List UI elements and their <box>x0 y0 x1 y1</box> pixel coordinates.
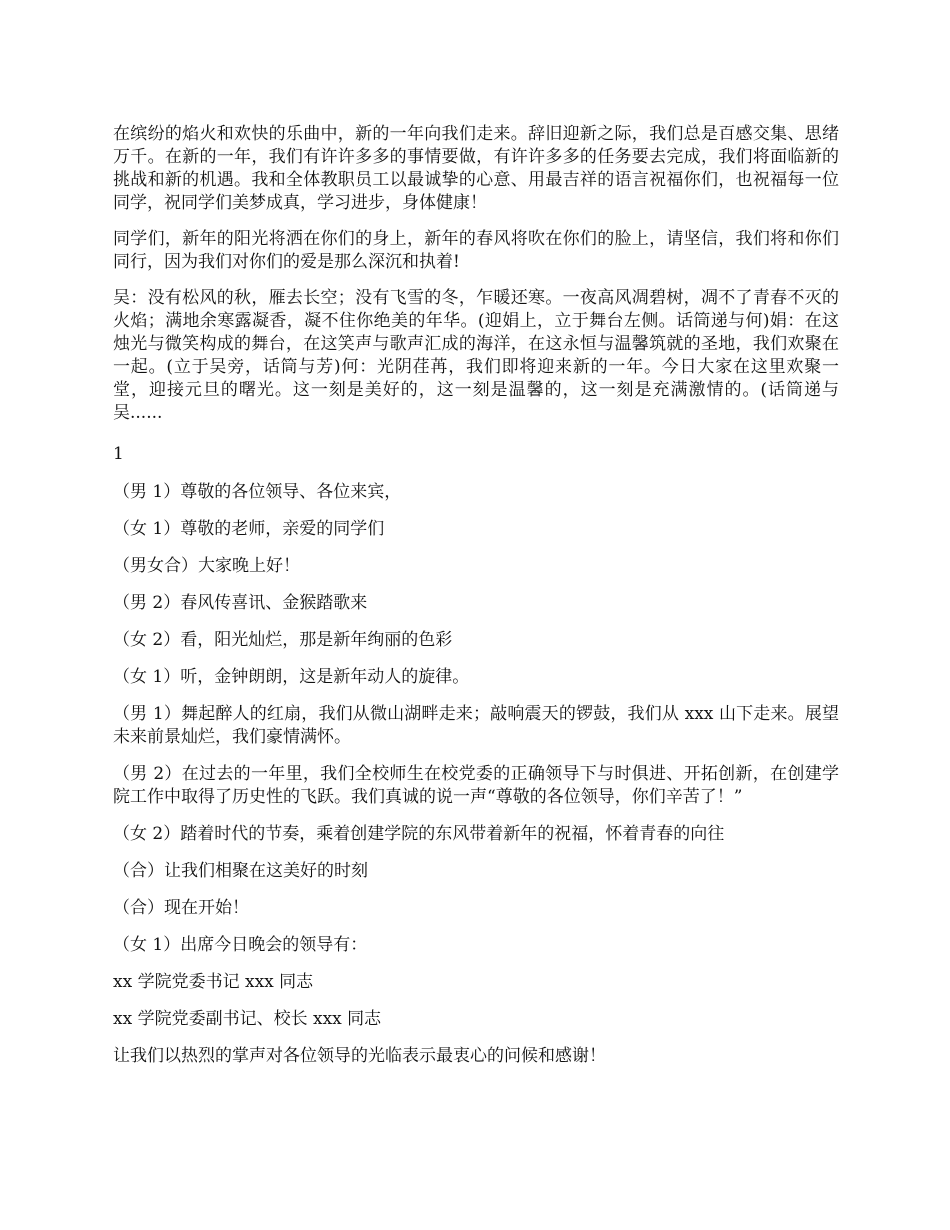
document-page <box>113 123 839 1082</box>
script-line: （合）让我们相聚在这美好的时刻 <box>113 861 368 881</box>
greeting-paragraph: 同学们，新年的阳光将洒在你们的身上，新年的春风将吹在你们的脸上，请坚信，我们将和你们同行，因为我们对你们的爱是那么深沉和执着! <box>113 229 839 272</box>
script-line: （男 1）舞起醉人的红扇，我们从微山湖畔走来；敲响震天的锣鼓，我们从 xxx 山下走来。展望未来前景灿烂，我们豪情满怀。 <box>113 704 839 747</box>
script-line: （男 2）春风传喜讯、金猴踏歌来 <box>113 593 368 613</box>
script-line: （女 1）出席今日晚会的领导有： <box>113 935 368 955</box>
script-line: （男女合）大家晚上好！ <box>113 556 300 576</box>
closing-line: 让我们以热烈的掌声对各位领导的光临表示最衷心的问候和感谢！ <box>113 1046 606 1066</box>
page-number: 1 <box>113 444 124 464</box>
dialogue-excerpt-paragraph: 吴：没有松风的秋，雁去长空；没有飞雪的冬，乍暖还寒。一夜高风凋碧树，凋不了青春不灭的火焰；满地余寒露凝香，凝不住你绝美的年华。(迎娟上，立于舞台左侧。话筒递与何)娟：在这烛光与微笑构成的舞台，在这笑声与歌声汇成的海洋，在这永恒与温馨筑就的圣地，我们欢聚在一起。(立于吴旁，话筒与芳)何：光阴荏苒，我们即将迎来新的一年。今日大家在这里欢聚一堂，迎接元旦的曙光。这一刻是美好的，这一刻是温馨的，这一刻是充满激情的。(话筒递与吴...... <box>113 288 839 423</box>
script-line: （女 2）踏着时代的节奏，乘着创建学院的东风带着新年的祝福，怀着青春的向往 <box>113 824 725 844</box>
leader-line: xx 学院党委副书记、校长 xxx 同志 <box>113 1009 382 1029</box>
script-line: （女 1）听，金钟朗朗，这是新年动人的旋律。 <box>113 667 470 687</box>
script-line: （合）现在开始！ <box>113 898 249 918</box>
leader-line: xx 学院党委书记 xxx 同志 <box>113 972 314 992</box>
script-line: （男 1）尊敬的各位领导、各位来宾， <box>113 482 402 502</box>
script-line: （女 2）看，阳光灿烂，那是新年绚丽的色彩 <box>113 630 453 650</box>
script-line: （女 1）尊敬的老师，亲爱的同学们 <box>113 519 385 539</box>
script-line: （男 2）在过去的一年里，我们全校师生在校党委的正确领导下与时俱进、开拓创新，在创建学院工作中取得了历史性的飞跃。我们真诚的说一声“尊敬的各位领导，你们辛苦了！” <box>113 764 839 807</box>
intro-paragraph: 在缤纷的焰火和欢快的乐曲中，新的一年向我们走来。辞旧迎新之际，我们总是百感交集、思绪万千。在新的一年，我们有许许多多的事情要做，有许许多多的任务要去完成，我们将面临新的挑战和新的机遇。我和全体教职员工以最诚挚的心意、用最吉祥的语言祝福你们，也祝福每一位同学，祝同学们美梦成真，学习进步，身体健康！ <box>113 124 839 213</box>
